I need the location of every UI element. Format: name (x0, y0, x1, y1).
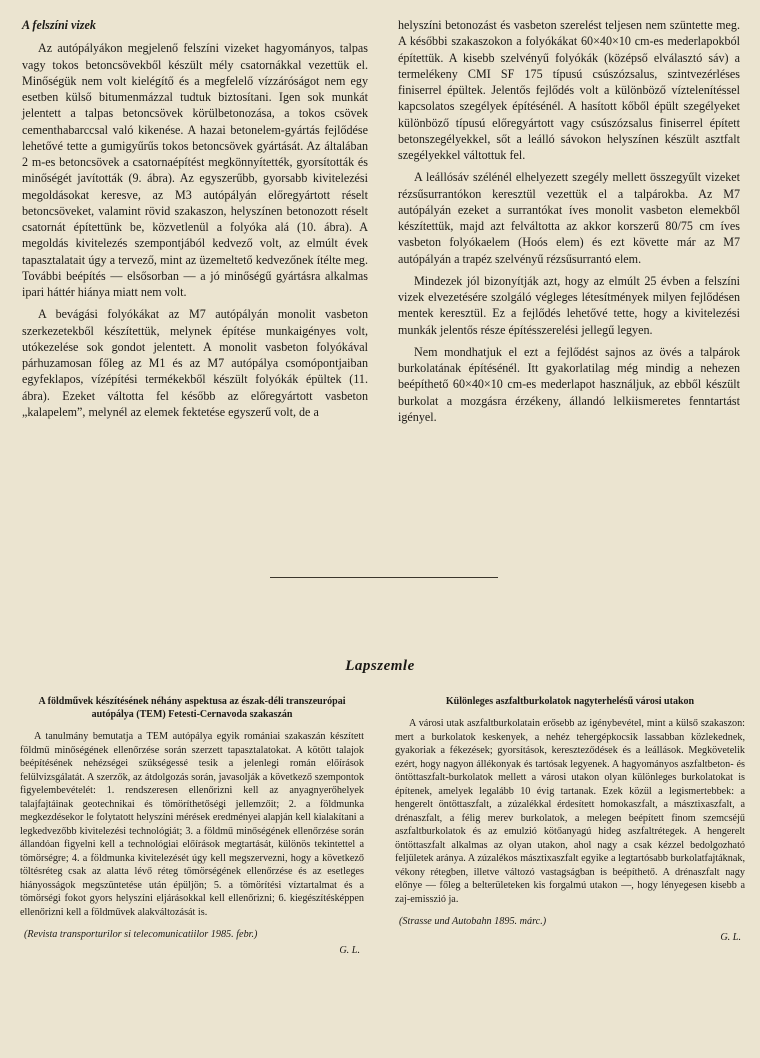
article-paragraph: Mindezek jól bizonyítják azt, hogy az elmúlt 25 évben a felszíni vizek elvezetésére szolgáló végleges létesítmények milyen fejlődésen mentek keresztül. Ez a fejlődés lehetővé tette, hogy a kivitelezési munkák jelentős része építésszerelési jellegű legyen. (398, 273, 740, 337)
review-body: A városi utak aszfaltburkolatain erősebb az igénybevétel, mint a külső szakaszon: mert a burkolatok keskenyek, a nehéz tehergépkocsik lassabban közlekednek, gyakoriak a fékezések; gyorsítások, kereszteződések és a leállások. Megkövetelik ezért, hogy nagyon állékonyak és tartósak legyenek. A hagyományos aszfaltbeton- és öntöttaszfalt-burkolatok mellett a városi utakon olyan különleges burkolatokat is építenek, amelyek legalább 10 évig tartanak. Ezek közül a legismertebbek: a hengerelt öntöttaszfalt, a zúzalékkal érdesített homokaszfalt, a másztixaszfalt, a drénaszfalt, a félig merev burkolatok, a melegen beépített finom szemcséjű aszfaltburkolatok és az emulzió kötőanyagú hideg aszfaltrétegek. A hengerelt öntöttaszfalt alkalmas az olyan utakon, ahol nagy a csak kézzel bedolgozható feljületek aránya. A zúzalékos másztixaszfalt egyike a legtartósabb burkolatfajtáknak, vékony rétegben, illetve változó vastagságban is beépíthető. A drénaszfalt nagy előnye — főleg a belterületeken kis forgalmú utakon —, hogy lényegesen kisebb a zaj-emisszió ja. (395, 718, 745, 905)
article-paragraph: Nem mondhatjuk el ezt a fejlődést sajnos az övés a talpárok burkolatának építésénél. Itt gyakorlatilag még mindig a nehezen beépíthető 60×40×10 cm-es mederlapot használjuk, az ebből készült burkolat a mozgásra érzékeny, állandó lelkiismeretes fenntartást igényel. (398, 344, 740, 424)
review-initials: G. L. (339, 944, 360, 956)
article-paragraph: Az autópályákon megjelenő felszíni vizeket hagyományos, talpas vagy tokos betoncsövekből készült mély csatornákkal vezettük el. Minőségük nem volt kielégítő és a megfelelő vízzáróságot nem egy esetben külső bitumenmázzal tudtuk biztosítani. Igen sok munkát jelentett a talpas betoncsövek körülbetonozása, a tokos csövek cementhabarccsal való kikenése. A hazai betonelem-gyártás fejlődése lehetővé tette a gumigyűrűs tokos betoncsövek gyártását. Az általában 2 m-es betoncsövek a csatornaépítést megkönnyítették, gyorsították és minőségét javították (9. ábra). Az egyszerűbb, gyorsabb kivitelezési megoldásokat keresve, az M3 autópályán előregyártott réselt betoncsöveket, valamint rövid szakaszon, helyszínen betonozott réselt csatornát építettünk be, közvetlenül a folyóka alá (10. ábra). A megoldás kivitelezés szempontjából kedvező volt, az elmúlt évek tapasztalatait úgy a tervező, mint az üzemeltető kedvezőnek ítélte meg. További beépítés — elsősorban — a jó minőségű gyártásra alkalmas ipari háttér hiánya miatt nem volt. (22, 41, 368, 299)
review-body: A tanulmány bemutatja a TEM autópálya egyik romániai szakaszán készített földmű minőségének ellenőrzése során szerzett tapasztalatokat. A kötött talajok beépítésének nehézségei szükségessé tesik a jelenlegi román előírások felülvizsgálatát. A szerzők, az átdolgozás során, javasolják a következő szempontok figyelembevételét: 1. rendszeresen ellenőrizni kell az anyagnyerőhelyek talajfajtáinak geotechnikai és tömöríthetőségi jellemzőit; 2. a földmunka megkezdésekor le folytatott helyszíni mérések eredményei alapján kell kialakítani a legkedvezőbb kivitelezési technológiát; 3. a földmű minőségének ellenőrzése során állandóan figyelni kell a technológiai előírások megtartását, különös tekintettel a tömörségre; 4. a földmunka kivitelezését úgy kell megszervezni, hogy a következő töltésréteg csak az alatta lévő réteg tömörségének ellenőrzése és az esetleges hiányosságok megszüntetése után épüljön; 5. a tömörítési víztartalmat és a tömörségi fokot gyors helyszíni eljárásokkal kell ellenőrizni; 6. kiegészítésképpen ellenőrizni kell a földművek alakváltozását is. (20, 731, 364, 918)
article-paragraph: A leállósáv szélénél elhelyezett szegély mellett összegyűlt vizeket rézsűsurrantókon keresztül vezettük el a talpárokba. Az M7 autópályán ezeket a surrantókat íves monolit vasbeton elemekből készítettük, majd azt felváltotta az akkor korszerű 80/75 cm íves vasbeton folyókaelem (Hoós elem) és ezt követte már az M7 autópályán a trapéz szelvényű rézsűsurrantó elem. (398, 170, 740, 266)
article-paragraph: A bevágási folyókákat az M7 autópályán monolit vasbeton szerkezetekből készítettük, melynek építése munkaigényes volt, utókezelése sok gondot jelentett. A monolit vasbeton folyókával párhuzamosan főleg az M1 és az M7 autópálya csomópontjaiban egyfeklapos, vízépítési termékekből készült folyókák épültek (11. ábra). Ezeket váltotta fel később az előregyártott vasbeton „kalapelem”, melynél az elemek fektetése egyszerű volt, de a (22, 307, 368, 419)
review-title: Különleges aszfaltburkolatok nagyterhelésű városi utakon (445, 696, 695, 707)
article-paragraph: helyszíni betonozást és vasbeton szerelést teljesen nem szüntette meg. A későbbi szakaszokon a folyókákat 60×40×10 cm-es mederlapokból építettük. A kisebb szelvényű folyókák (középső elválasztó sáv) a termelékeny CMI SF 175 típusú csúszózsalus, szintvezérléses finiserrel épültek. Jelentős fejlődés volt a különböző víztelenítéssel kapcsolatos szegélyek építésénél. A hasított kőből épült szegélyeket különböző típusú előregyártott vagy csúszózsalus finiserrel épített betonszegélyekkel, sőt a leálló sávokon helyszínen készült asztfalt szegélyekkel váltottuk fel. (398, 18, 740, 162)
review-initials: G. L. (720, 931, 741, 943)
section-divider (270, 577, 498, 578)
review-source: (Revista transporturilor si telecomunicatiilor 1985. febr.) (24, 929, 258, 940)
section-heading: A felszíni vizek (22, 18, 96, 32)
review-heading: Lapszemle (345, 658, 415, 674)
review-left-column (20, 695, 364, 957)
review-source: (Strasse und Autobahn 1895. márc.) (399, 916, 547, 927)
review-title: A földművek készítésének néhány aspektusa az észak-déli transzeurópai autópálya (TEM) Fetesti-Cernavoda szakaszán (38, 696, 346, 720)
article-left-column (22, 17, 368, 420)
review-right-column (395, 695, 745, 944)
article-right-column (398, 17, 740, 425)
